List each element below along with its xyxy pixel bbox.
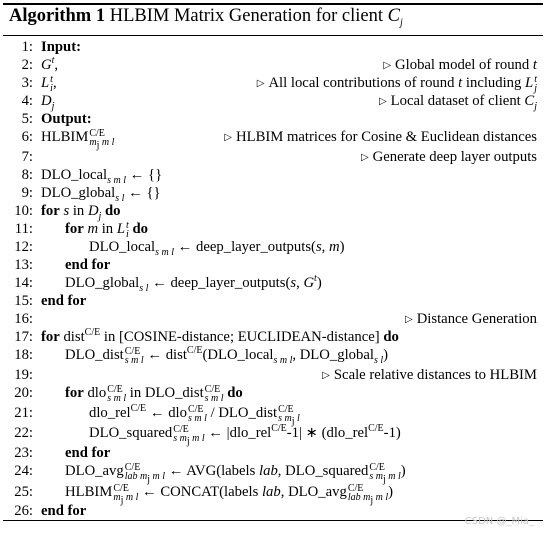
line-9 bbox=[3, 184, 537, 202]
algorithm-name: HLBIM Matrix Generation for client bbox=[109, 6, 384, 26]
header-rule bbox=[3, 35, 543, 36]
watermark: CSDN @_Mia_ bbox=[464, 516, 534, 527]
line-14 bbox=[3, 274, 537, 292]
line-26 bbox=[3, 502, 537, 520]
for-dlo-loop: for dlo C/E s m l in DLO_dist C/E s m l do bbox=[65, 384, 243, 404]
line-18 bbox=[3, 346, 537, 366]
line-number: 6: bbox=[21, 129, 33, 145]
comment-triangle-icon: ▷ bbox=[256, 78, 265, 89]
line-15 bbox=[3, 292, 537, 310]
end-for-keyword: end for bbox=[41, 293, 87, 309]
end-for-keyword: end for bbox=[65, 257, 111, 273]
end-for-keyword: end for bbox=[41, 503, 87, 519]
dlo-local-init: DLO_local$_{s m l}$ ← {} bbox=[41, 167, 163, 186]
line-number: 19: bbox=[14, 367, 33, 383]
line-12 bbox=[3, 238, 537, 256]
line-number: 2: bbox=[21, 57, 33, 73]
comment: ▷ Local dataset of client $C_j$ bbox=[378, 93, 537, 112]
line-number: 20: bbox=[14, 385, 33, 401]
dlo-local-assign: DLO_local$_{s m l}$ ← deep_layer_outputs(s, m) bbox=[89, 239, 345, 258]
line-4 bbox=[3, 92, 537, 110]
line-number: 24: bbox=[14, 463, 33, 479]
dlo-rel-assign: dlo_rel$^{C/E}$ ← dlo C/E s m l / DLO_dist C/E s $m_j$ l bbox=[89, 403, 300, 427]
line-number: 18: bbox=[14, 347, 33, 363]
line-number: 13: bbox=[14, 257, 33, 273]
line-10 bbox=[3, 202, 537, 220]
line-number: 7: bbox=[21, 149, 33, 165]
comment: ▷ HLBIM matrices for Cosine & Euclidean distances bbox=[224, 129, 537, 145]
line-16 bbox=[3, 310, 537, 328]
for-s-loop: for s in $D_j$ do bbox=[41, 203, 121, 222]
line-7 bbox=[3, 148, 537, 166]
comment: ▷ Generate deep layer outputs bbox=[360, 149, 537, 165]
comment: ▷ Global model of round t bbox=[383, 57, 537, 73]
comment: ▷ Distance Generation bbox=[404, 311, 537, 327]
line-number: 4: bbox=[21, 93, 33, 109]
line-number: 21: bbox=[14, 405, 33, 421]
line-5 bbox=[3, 110, 537, 128]
line-24 bbox=[3, 462, 537, 485]
line-number: 16: bbox=[14, 311, 33, 327]
line-number: 26: bbox=[14, 503, 33, 519]
line-20 bbox=[3, 384, 537, 404]
line-22 bbox=[3, 423, 537, 447]
line-number: 14: bbox=[14, 275, 33, 291]
comment-triangle-icon: ▷ bbox=[224, 132, 232, 143]
output-hlbim: HLBIM C/E $m_j$ m l bbox=[41, 128, 115, 151]
algorithm-box bbox=[3, 0, 543, 532]
algorithm-title bbox=[9, 6, 403, 27]
comment-triangle-icon: ▷ bbox=[404, 314, 413, 325]
dlo-global-init: DLO_global$_{s l}$ ← {} bbox=[41, 185, 161, 204]
line-number: 10: bbox=[14, 203, 33, 219]
line-19 bbox=[3, 366, 537, 384]
comment-triangle-icon: ▷ bbox=[360, 152, 369, 163]
comment: ▷ Scale relative distances to HLBIM bbox=[322, 367, 537, 383]
top-rule bbox=[3, 3, 543, 5]
for-m-loop: for m in L t i do bbox=[65, 220, 148, 240]
title-var-sub: j bbox=[400, 17, 403, 29]
input-global-model: $G^t$, bbox=[41, 55, 59, 73]
comment: ▷ All local contributions of round t including L t j bbox=[256, 74, 537, 94]
bottom-rule bbox=[3, 520, 543, 521]
title-var: C bbox=[387, 6, 400, 26]
line-number: 12: bbox=[14, 239, 33, 255]
line-1 bbox=[3, 38, 537, 56]
line-number: 15: bbox=[14, 293, 33, 309]
line-23 bbox=[3, 444, 537, 462]
line-number: 3: bbox=[21, 75, 33, 91]
dlo-squared-assign: DLO_squared C/E s $m_j$ m l ← |dlo_rel$^{C/E}$-1| ∗ (dlo_rel$^{C/E}$-1) bbox=[89, 423, 401, 447]
comment-triangle-icon: ▷ bbox=[383, 60, 392, 71]
line-number: 5: bbox=[21, 111, 33, 127]
line-number: 11: bbox=[14, 221, 33, 237]
output-keyword: Output: bbox=[41, 111, 92, 127]
input-keyword: Input: bbox=[41, 39, 82, 55]
line-17 bbox=[3, 328, 537, 346]
line-8 bbox=[3, 166, 537, 184]
dlo-global-assign: DLO_global$_{s l}$ ← deep_layer_outputs(s, $G^t$) bbox=[65, 273, 322, 294]
line-number: 22: bbox=[14, 425, 33, 441]
end-for-keyword: end for bbox=[65, 445, 111, 461]
input-local-dataset: $D_j$ bbox=[41, 93, 55, 112]
input-local-contributions: L t i , bbox=[41, 74, 57, 94]
line-number: 1: bbox=[21, 39, 33, 55]
line-number: 25: bbox=[14, 484, 33, 500]
line-number: 8: bbox=[21, 167, 33, 183]
hlbim-assign: HLBIM C/E $m_j$ m l ← CONCAT(labels lab, DLO_avg C/E lab $m_j$ m l ) bbox=[65, 483, 394, 506]
dlo-dist-assign: DLO_dist C/E s m l ← dist$^{C/E}$(DLO_local$_{s m l}$, DLO_global$_{s l}$) bbox=[65, 345, 389, 366]
line-13 bbox=[3, 256, 537, 274]
line-21 bbox=[3, 403, 537, 427]
line-3 bbox=[3, 74, 537, 92]
dlo-avg-assign: DLO_avg C/E lab $m_j$ m l ← AVG(labels lab, DLO_squared C/E s $m_j$ m l ) bbox=[65, 462, 406, 485]
line-number: 23: bbox=[14, 445, 33, 461]
line-2 bbox=[3, 56, 537, 74]
line-number: 9: bbox=[21, 185, 33, 201]
line-6 bbox=[3, 128, 537, 151]
line-number: 17: bbox=[14, 329, 33, 345]
comment-triangle-icon: ▷ bbox=[322, 370, 330, 381]
for-dist-loop: for dist$^{C/E}$ in [COSINE-distance; EUCLIDEAN-distance] do bbox=[41, 327, 399, 345]
line-11 bbox=[3, 220, 537, 238]
comment-triangle-icon: ▷ bbox=[378, 96, 387, 107]
line-25 bbox=[3, 483, 537, 506]
algorithm-label: Algorithm 1 bbox=[9, 6, 106, 26]
